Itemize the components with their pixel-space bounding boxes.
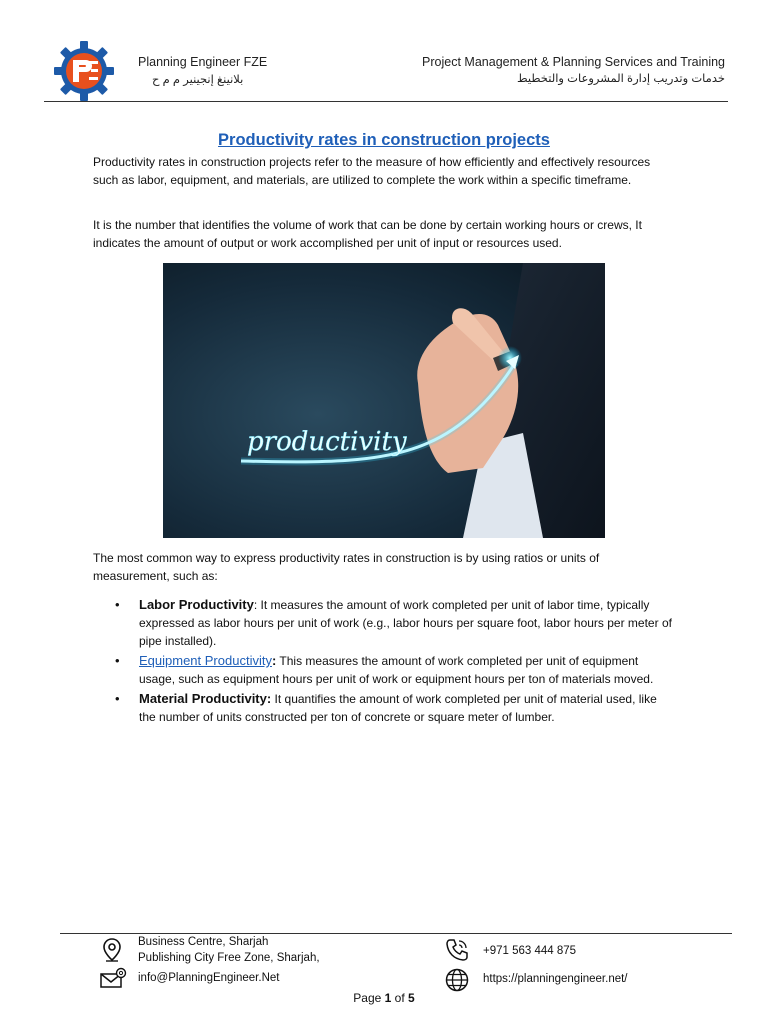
header-divider [44, 101, 728, 102]
material-productivity-term: Material Productivity: [139, 691, 272, 706]
list-item: • Material Productivity: It quantifies the amount of work completed per unit of material used, like the number of units constructed per ton of concrete or square meter of lumber. [115, 691, 657, 724]
header-services-arabic: خدمات وتدريب إدارة المشروعات والتخطيط [516, 73, 725, 85]
address-line-1: Business Centre, Sharjah [138, 936, 269, 948]
labor-productivity-term: Labor Productivity [139, 597, 254, 612]
productivity-photo [163, 263, 605, 538]
email-icon [99, 967, 127, 989]
location-pin-icon [101, 937, 123, 963]
current-page: 1 [384, 991, 392, 1005]
ratios-paragraph: The most common way to express productivity rates in construction is by using ratios or units of measurement, such as: [93, 551, 600, 583]
total-pages: 5 [408, 991, 415, 1005]
header-company-name-arabic: بلانينغ إنجينير م م ح [152, 74, 244, 86]
list-item: • Labor Productivity: It measures the amount of work completed per unit of labor time, typically expressed as labor hours per unit of work (e.g., labor hours per square foot, labor hours per meter of pipe installed). [115, 597, 672, 648]
footer-website[interactable]: https://planningengineer.net/ [483, 973, 628, 985]
footer-address [138, 934, 320, 966]
equipment-productivity-link[interactable]: Equipment Productivity [139, 653, 272, 668]
address-line-2: Publishing City Free Zone, Sharjah, [138, 952, 320, 964]
header-services: Project Management & Planning Services and Training [422, 55, 725, 69]
footer-email[interactable]: info@PlanningEngineer.Net [138, 972, 280, 984]
definition-paragraph: It is the number that identifies the volume of work that can be done by certain working hours or crews, It indicates the amount of output or work accomplished per unit of input or resources used. [93, 218, 642, 250]
productivity-types-list [115, 596, 675, 728]
gear-icon [54, 41, 114, 101]
productivity-word: productivity [247, 427, 407, 457]
intro-paragraph: Productivity rates in construction projects refer to the measure of how efficiently and effectively resources such as labor, equipment, and materials, are utilized to complete the work within a specific timeframe. [93, 155, 651, 187]
header-company-name: Planning Engineer FZE [138, 55, 268, 69]
page-number: Page 1 of 5 [353, 991, 415, 1005]
list-item: • Equipment Productivity: This measures the amount of work completed per unit of equipment usage, such as equipment hours per unit of work or equipment hours per ton of materials moved. [115, 653, 654, 686]
page-title[interactable]: Productivity rates in construction projects [218, 131, 550, 149]
footer-phone[interactable]: +971 563 444 875 [483, 945, 577, 957]
company-logo [53, 40, 115, 102]
globe-icon [444, 967, 470, 993]
phone-icon [444, 937, 470, 963]
